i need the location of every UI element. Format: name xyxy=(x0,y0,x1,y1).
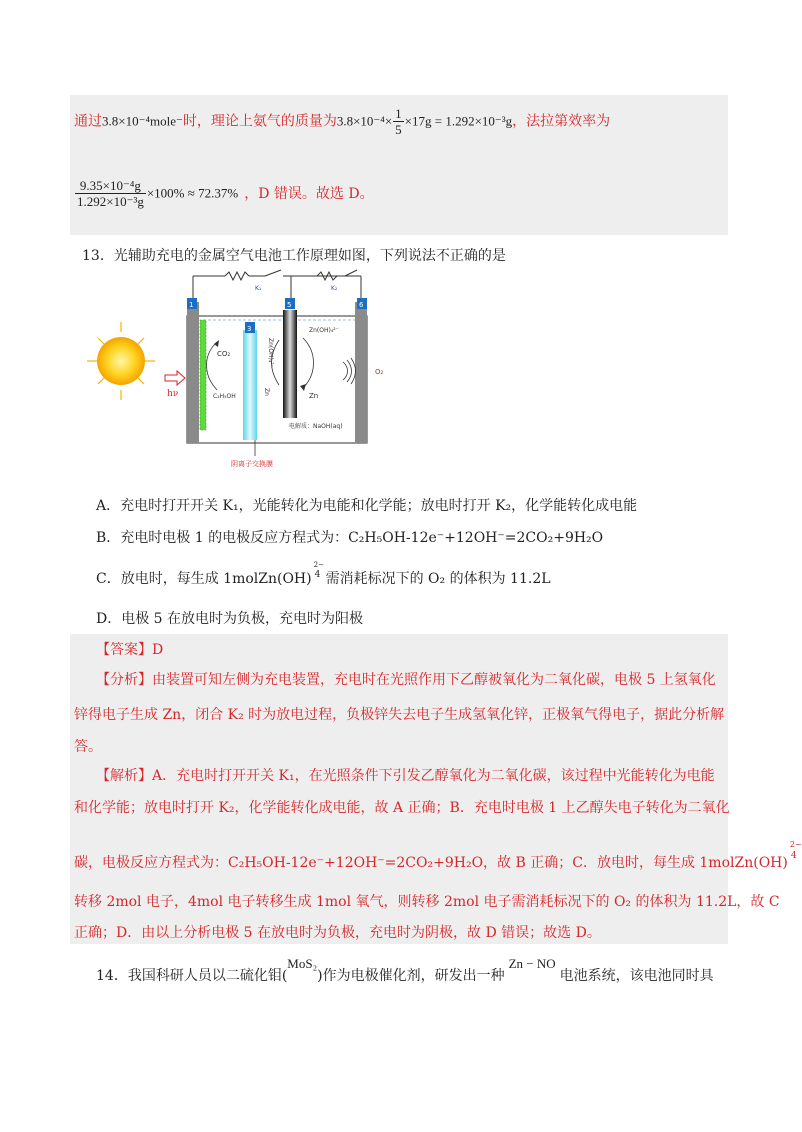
light-arrow-icon xyxy=(165,371,185,385)
membrane-label: 阴离子交换膜 xyxy=(231,460,273,468)
explain-line-4: 转移 2mol 电子，4mol 电子转移生成 1mol 氧气，则转移 2mol 电子需消耗标况下的 O₂ 的体积为 11.2L，故 C xyxy=(74,894,780,910)
switch-k1-label: K₁ xyxy=(255,285,262,292)
zn-left-label: Zn xyxy=(263,388,270,396)
question-14-stem: 14．我国科研人员以二硫化钼(MoS₂)作为电极催化剂，研发出一种Zn − NO电池系统，该电池同时具 xyxy=(96,956,714,984)
hv-label: hν xyxy=(167,389,179,399)
electrode-1 xyxy=(187,302,199,443)
fraction-one-fifth: $\frac{1}{5}$ xyxy=(395,106,402,137)
analysis-line-1: 【分析】由装置可知左侧为充电装置，充电时在光照作用下乙醇被氧化为二氧化碳，电极 5 上氢氧化 xyxy=(96,672,716,688)
electrode-5-zinc xyxy=(283,310,297,418)
explain-line-1: 【解析】A．充电时打开开关 K₁，在光照条件下引发乙醇氧化为二氧化碳，该过程中光能转化为电能 xyxy=(96,768,715,784)
svg-text:3: 3 xyxy=(247,325,252,333)
option-a: A．充电时打开开关 K₁，光能转化为电能和化学能；放电时打开 K₂，化学能转化成电能 xyxy=(96,498,638,514)
faraday-efficiency-fraction: $\frac{\text{9.35×10⁻⁴g}}{\text{1.292×10⁻³g}}$ xyxy=(77,178,144,209)
svg-text:5: 5 xyxy=(287,301,292,309)
zn-right-label: Zn xyxy=(309,392,319,400)
explain-line-3: 碳，电极反应方程式为：C₂H₅OH-12e⁻+12OH⁻=2CO₂+9H₂O，故 B 正确；C．放电时，每生成 1molZn(OH) 2− 4 xyxy=(74,840,802,871)
explain-line-5: 正确；D．由以上分析电极 5 在放电时为负极，充电时为阴极，故 D 错误；故选 D。 xyxy=(74,925,601,941)
zincate-right-label: Zn(OH)₄²⁻ xyxy=(309,327,339,334)
option-b: B．充电时电极 1 的电极反应方程式为：C₂H₅OH-12e⁻+12OH⁻=2CO₂+9H₂O xyxy=(96,530,604,546)
photo-catalyst-layer xyxy=(200,320,206,430)
sun-icon xyxy=(87,322,155,400)
previous-answer-line-1: 通过3.8×10⁻⁴mole⁻时，理论上氨气的质量为3.8×10⁻⁴× $\frac{1}{5}$ ×17g = 1.292×10⁻³g，法拉第效率为 xyxy=(74,106,611,137)
o2-label: O₂ xyxy=(375,368,384,376)
analysis-line-3: 答。 xyxy=(74,739,102,755)
switch-k2-label: K₂ xyxy=(331,285,338,292)
option-d: D．电极 5 在放电时为负极，充电时为阳极 xyxy=(96,611,364,627)
explain-line-2: 和化学能；放电时打开 K₂，化学能转化成电能，故 A 正确；B．充电时电极 1 上乙醇失电子转化为二氧化 xyxy=(74,800,730,816)
anion-exchange-membrane xyxy=(243,330,257,440)
battery-diagram xyxy=(95,270,395,475)
electrode-6 xyxy=(355,302,367,443)
answer-line: 【答案】D xyxy=(96,642,164,658)
ethanol-label: C₂H₅OH xyxy=(213,393,236,400)
previous-answer-line-2: $\frac{\text{9.35×10⁻⁴g}}{\text{1.292×10⁻³g}}$ ×100% ≈ 72.37% ，D 错误。故选 D。 xyxy=(77,178,374,209)
svg-text:1: 1 xyxy=(189,301,194,309)
co2-label: CO₂ xyxy=(217,350,231,358)
electrolyte-label: 电解质：NaOH(aq) xyxy=(289,423,343,430)
question-13-stem: 13．光辅助充电的金属空气电池工作原理如图，下列说法不正确的是 xyxy=(82,248,506,264)
zincate-left-label: Zn(OH)₄²⁻ xyxy=(267,338,274,368)
svg-text:6: 6 xyxy=(359,301,364,309)
analysis-line-2: 锌得电子生成 Zn，闭合 K₂ 时为放电过程，负极锌失去电子生成氢氧化锌，正极氧气得电子，据此分析解 xyxy=(74,707,725,723)
option-c: C．放电时，每生成 1molZn(OH) 2− 4 需消耗标况下的 O₂ 的体积为 11.2L xyxy=(96,561,551,587)
